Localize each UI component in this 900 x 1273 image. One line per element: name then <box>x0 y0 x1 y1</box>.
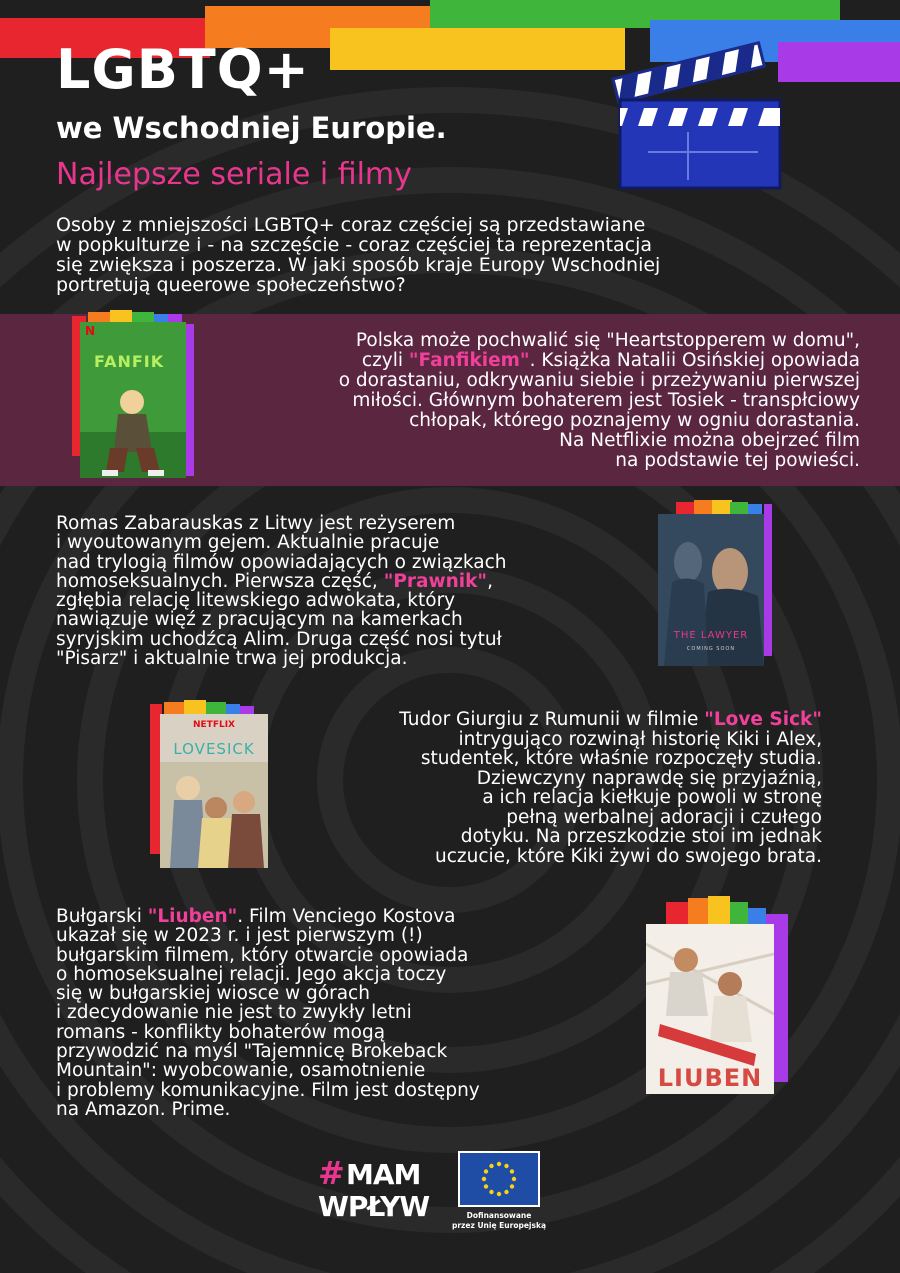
poster-fanfik-figure <box>80 372 186 478</box>
section-fanfik-text: Polska może pochwalić się "Heartstopperem w domu", czyli "Fanfikiem". Książka Natalii Osińskiej opowiada o dorastaniu, odkrywaniu siebie i przeżywaniu pierwszej miłości. Głównym bohaterem jest Tosiek - transpłciowy chłopak, którego poznajemy w ogniu dorastania. Na Netflixie można obejrzeć film na podstawie tej powieści. <box>338 330 860 471</box>
eu-caption: Dofinansowane przez Unię Europejską <box>451 1211 547 1230</box>
section-lovesick-text: Tudor Giurgiu z Rumunii w filmie "Love Sick" intrygująco rozwinął historię Kiki i Alex, studentek, które właśnie rozpoczęły studia. Dziewczyny naprawdę się przyjaźnią, a ich relacja kiełkuje powoli w stronę pełną werbalnej adoracji i czułego dotyku. Na przeszkodzie stoi im jednak uczucie, które Kiki żywi do swojego brata. <box>399 709 822 867</box>
poster-fanfik-logo: N <box>85 324 96 338</box>
highlight-prawnik: "Prawnik" <box>383 570 488 592</box>
poster-lawyer-title: THE LAWYER <box>673 630 749 641</box>
page-title: LGBTQ+ <box>56 38 310 101</box>
mam-wplyw-line1: MAM <box>346 1158 421 1191</box>
mam-wplyw-line2: WPŁYW <box>318 1190 430 1223</box>
poster-lovesick-image <box>160 762 268 868</box>
poster-lovesick-title: LOVESICK <box>173 740 255 758</box>
page-subtitle: we Wschodniej Europie. <box>56 111 447 145</box>
eu-logo <box>458 1151 540 1207</box>
highlight-liuben: "Liuben" <box>147 906 238 927</box>
highlight-love-sick: "Love Sick" <box>704 709 822 730</box>
eu-flag-icon <box>458 1151 540 1207</box>
page-tagline: Najlepsze seriale i filmy <box>56 157 412 192</box>
section-liuben-text: Bułgarski "Liuben". Film Venciego Kostova ukazał się w 2023 r. i jest pierwszym (!) bułgarskim filmem, który otwarcie opowiada o homoseksualnej relacji. Jego akcja toczy się w bułgarskiej wiosce w górach i zdecydowanie nie jest to zwykły letni romans - konflikty bohaterów mogą przywodzić na myśl "Tajemnicę Brokeback Mountain": wyobcowanie, osamotnienie i problemy komunikacyjne. Film jest dostępny na Amazon. Prime. <box>56 906 480 1120</box>
poster-liuben-title: LIUBEN <box>657 1064 763 1092</box>
highlight-fanfik: "Fanfikiem" <box>408 350 530 371</box>
poster-lawyer-sub: COMING SOON <box>686 646 736 652</box>
mam-wplyw-logo <box>318 1154 430 1230</box>
poster-lawyer-image <box>658 514 764 666</box>
poster-fanfik-title: FANFIK <box>94 352 165 371</box>
poster-lovesick-logo: NETFLIX <box>193 720 235 730</box>
mam-wplyw-hash: # <box>318 1154 345 1192</box>
intro-paragraph: Osoby z mniejszości LGBTQ+ coraz częściej są przedstawiane w popkulturze i - na szczęście - coraz częściej ta reprezentacja się zwiększa i poszerza. W jaki sposób kraje Europy Wschodniej portretują queerowe społeczeństwo? <box>56 214 661 296</box>
clapperboard-icon <box>608 28 788 196</box>
section-lawyer-text: Romas Zabarauskas z Litwy jest reżyserem i wyoutowanym gejem. Aktualnie pracuje nad trylogią filmów opowiadających o związkach homoseksualnych. Pierwsza część, "Prawnik", zgłębia relację litewskiego adwokata, który nawiązuje więź z pracującym na kamerkach syryjskim uchodźcą Alim. Druga część nosi tytuł "Pisarz" i aktualnie trwa jej produkcja. <box>56 513 507 670</box>
